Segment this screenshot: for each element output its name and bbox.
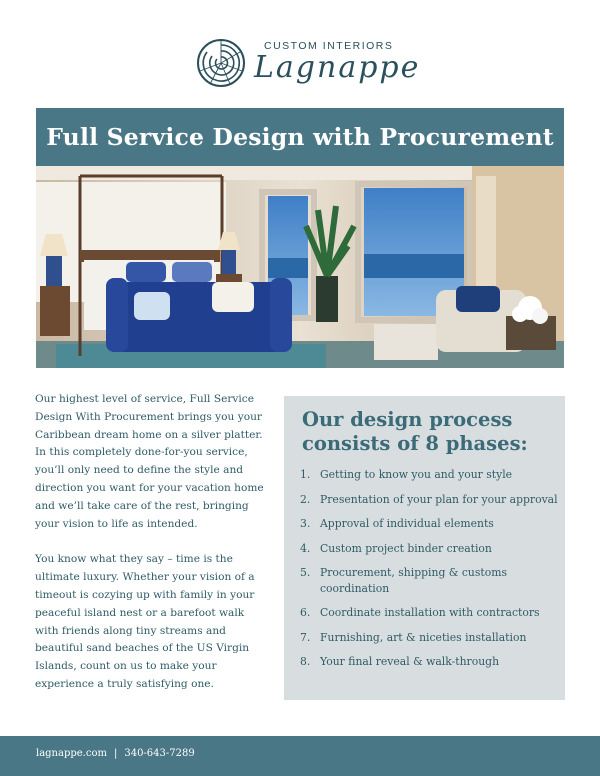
page-title: Full Service Design with Procurement <box>46 123 554 151</box>
phase-item <box>300 605 558 621</box>
process-title: Our design process consists of 8 phases: <box>302 408 528 455</box>
phase-number: 3. <box>300 517 311 530</box>
phase-item <box>300 516 558 532</box>
phase-text: Custom project binder creation <box>320 541 492 555</box>
brand-subtitle: CUSTOM INTERIORS <box>264 40 394 52</box>
phase-number: 1. <box>300 468 311 481</box>
phase-text: Coordinate installation with contractors <box>320 606 540 619</box>
phase-text: Approval of individual elements <box>320 517 494 530</box>
phase-item <box>300 565 558 596</box>
bedroom-illustration <box>36 166 564 368</box>
title-banner <box>36 108 564 166</box>
phone-number[interactable]: 340-643-7289 <box>124 748 195 759</box>
phase-number: 5. <box>300 566 311 579</box>
intro-paragraph: You know what they say – time is the ultimate luxury. Whether your vision of a timeout is cozying up with family in your peaceful island nest or a barefoot walk with friends along tiny streams and beautiful sand beaches of the US Virgin Islands, count on us to make your experience a truly satisfying one. <box>35 553 255 690</box>
intro-text <box>35 391 267 712</box>
phase-number: 4. <box>300 541 311 555</box>
phase-item <box>300 541 558 557</box>
brand-logo <box>196 34 421 94</box>
phase-item <box>300 467 558 483</box>
bedroom-photo <box>36 166 564 368</box>
phase-text: Furnishing, art & niceties installation <box>320 630 527 644</box>
phase-text: Your final reveal & walk-through <box>320 655 500 668</box>
process-panel <box>284 396 565 700</box>
phase-text: Procurement, shipping & customs coordination <box>320 566 507 595</box>
phase-item <box>300 654 558 670</box>
phase-text: Presentation of your plan for your approval <box>320 492 558 506</box>
footer-bar <box>0 736 600 776</box>
nautilus-shell-icon <box>196 38 246 88</box>
phase-item <box>300 630 558 646</box>
website-link[interactable]: lagnappe.com <box>36 748 107 759</box>
phase-item <box>300 492 558 508</box>
footer-separator: | <box>113 748 118 759</box>
intro-paragraph: Our highest level of service, Full Service Design With Procurement brings you your Caribbean dream home on a silver platter. In this completely done-for-you service, you’ll only need to define the style and direction you want for your vacation home and we’ll take care of the rest, bringing your vision to life as intended. <box>35 393 264 530</box>
phase-number: 8. <box>300 655 311 668</box>
footer-contact <box>36 748 195 759</box>
phase-number: 7. <box>300 630 311 644</box>
phase-number: 6. <box>300 606 311 619</box>
brand-name: Lagnappe <box>254 50 421 85</box>
phase-number: 2. <box>300 492 311 506</box>
phase-text: Getting to know you and your style <box>320 468 513 481</box>
phase-list <box>300 467 558 679</box>
